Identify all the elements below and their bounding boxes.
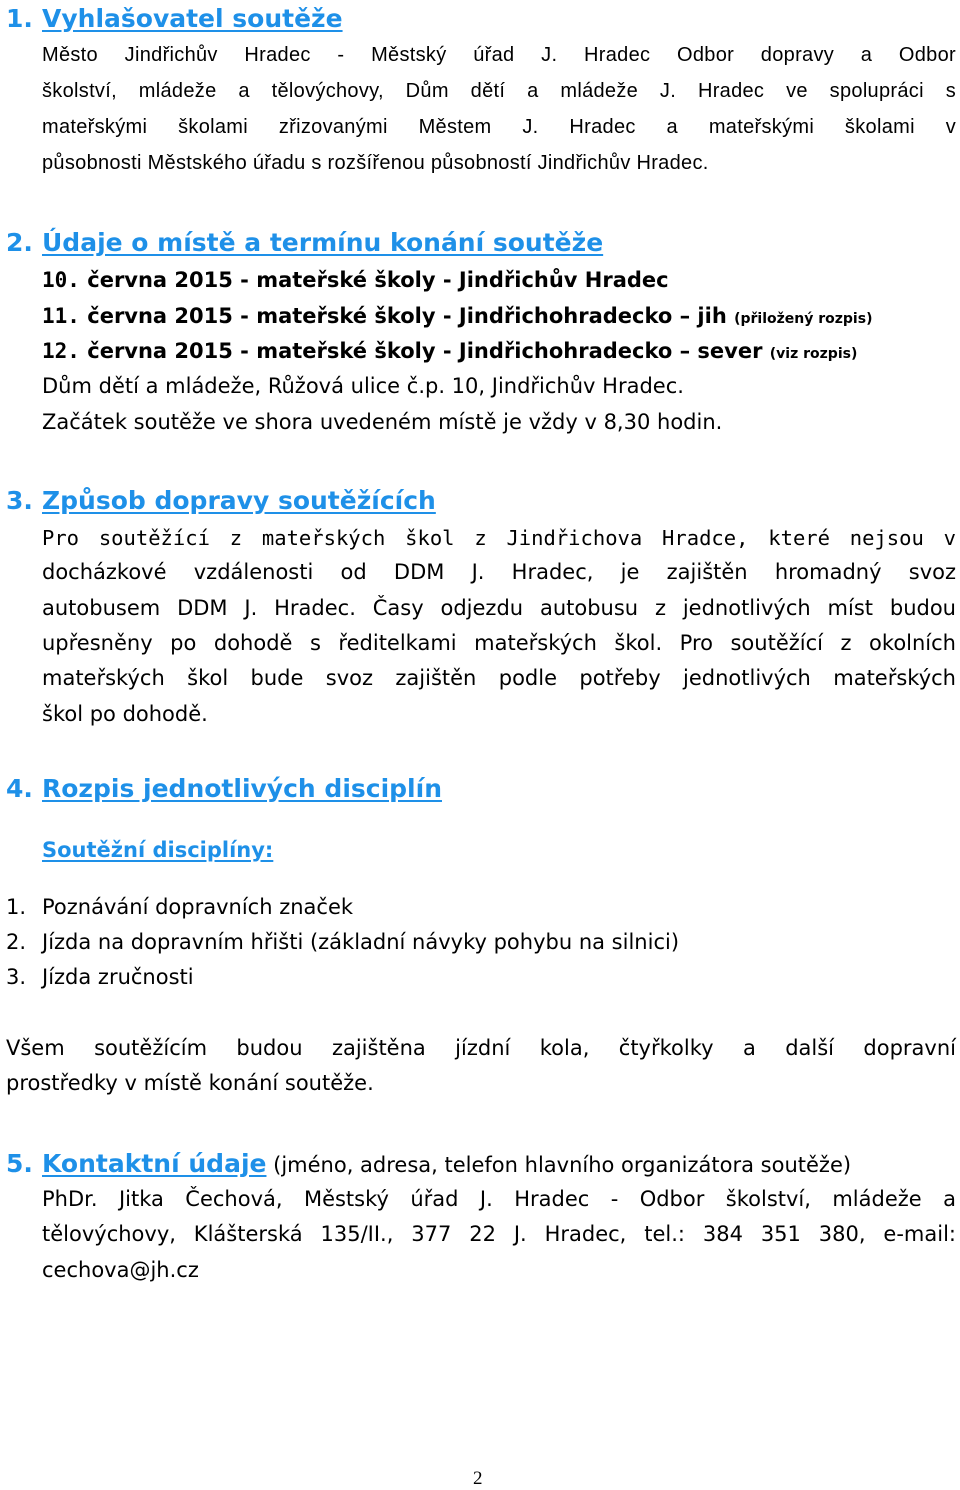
section-3-heading bbox=[6, 486, 436, 515]
section-3-line-2-text: docházkové vzdálenosti od DDM J. Hradec, je zajištěn hromadný svoz bbox=[42, 560, 956, 584]
date-text: června 2015 - mateřské školy - Jindřichohradecko – sever bbox=[79, 339, 770, 363]
venue-text: Dům dětí a mládeže, Růžová ulice č.p. 10, Jindřichův Hradec. bbox=[42, 374, 684, 398]
section-5-number: 5. bbox=[6, 1149, 33, 1178]
section-4-title: Rozpis jednotlivých disciplín bbox=[42, 774, 442, 803]
section-3-line-2 bbox=[42, 560, 956, 584]
equipment-note-line-2: prostředky v místě konání soutěže. bbox=[6, 1071, 374, 1095]
date-line-2 bbox=[42, 304, 872, 328]
equipment-note-line-1: Všem soutěžícím budou zajištěna jízdní kola, čtyřkolky a další dopravní bbox=[6, 1036, 956, 1060]
section-3-line-5: mateřských škol bude svoz zajištěn podle potřeby jednotlivých mateřských bbox=[42, 666, 956, 690]
section-2-heading bbox=[6, 228, 603, 257]
date-day: 10. bbox=[42, 268, 80, 292]
date-text: června 2015 - mateřské školy - Jindřichův Hradec bbox=[79, 268, 669, 292]
list-number: 1. bbox=[6, 895, 27, 919]
start-time-text: Začátek soutěže ve shora uvedeném místě je vždy v 8,30 hodin. bbox=[42, 410, 723, 434]
contact-line-1: PhDr. Jitka Čechová, Městský úřad J. Hradec - Odbor školství, mládeže a bbox=[42, 1187, 956, 1211]
list-text: Jízda zručnosti bbox=[42, 965, 194, 989]
list-text: Jízda na dopravním hřišti (základní návyky pohybu na silnici) bbox=[42, 930, 680, 954]
section-2-number: 2. bbox=[6, 228, 33, 257]
section-3-line-6: škol po dohodě. bbox=[42, 702, 208, 726]
contact-email: cechova@jh.cz bbox=[42, 1258, 199, 1282]
section-3-line-3: autobusem DDM J. Hradec. Časy odjezdu autobusu z jednotlivých míst budou bbox=[42, 596, 956, 620]
date-note: (viz rozpis) bbox=[769, 346, 858, 362]
date-line-3 bbox=[42, 339, 857, 363]
section-1-heading bbox=[6, 4, 343, 33]
section-3-number: 3. bbox=[6, 486, 33, 515]
date-day: 11. bbox=[42, 304, 80, 328]
section-1-number: 1. bbox=[6, 4, 33, 33]
page-number: 2 bbox=[473, 1468, 483, 1489]
section-5-heading bbox=[6, 1149, 851, 1178]
section-1-line-1: Město Jindřichův Hradec - Městský úřad J. Hradec Odbor dopravy a Odbor bbox=[42, 44, 956, 66]
section-3-line-4: upřesněny po dohodě s ředitelkami mateřských škol. Pro soutěžící z okolních bbox=[42, 631, 956, 655]
date-text: června 2015 - mateřské školy - Jindřichohradecko – jih bbox=[79, 304, 735, 328]
section-1-line-4: působnosti Městského úřadu s rozšířenou působností Jindřichův Hradec. bbox=[42, 152, 709, 174]
section-1-title: Vyhlašovatel soutěže bbox=[42, 4, 343, 33]
section-4-number: 4. bbox=[6, 774, 33, 803]
list-number: 2. bbox=[6, 930, 27, 954]
contact-line-2: tělovýchovy, Klášterská 135/II., 377 22 J. Hradec, tel.: 384 351 380, e-mail: bbox=[42, 1222, 956, 1246]
section-1-line-3: mateřskými školami zřizovanými Městem J. Hradec a mateřskými školami v bbox=[42, 116, 956, 138]
section-1-line-2: školství, mládeže a tělovýchovy, Dům dětí a mládeže J. Hradec ve spolupráci s bbox=[42, 80, 956, 102]
discipline-item-2 bbox=[6, 930, 679, 954]
date-line-1 bbox=[42, 268, 669, 292]
discipline-item-1 bbox=[6, 895, 353, 919]
date-note: (přiložený rozpis) bbox=[734, 311, 873, 327]
list-text: Poznávání dopravních značek bbox=[42, 895, 354, 919]
section-3-line-1: Pro soutěžící z mateřských škol z Jindřichova Hradce, které nejsou v bbox=[42, 526, 956, 550]
disciplines-subtitle: Soutěžní disciplíny: bbox=[42, 838, 274, 862]
section-2-title: Údaje o místě a termínu konání soutěže bbox=[42, 228, 604, 257]
discipline-item-3 bbox=[6, 965, 194, 989]
section-3-title: Způsob dopravy soutěžících bbox=[42, 486, 436, 515]
section-5-title: Kontaktní údaje bbox=[42, 1149, 267, 1178]
section-5-title-suffix: (jméno, adresa, telefon hlavního organizátora soutěže) bbox=[266, 1153, 852, 1177]
section-4-heading bbox=[6, 774, 442, 803]
list-number: 3. bbox=[6, 965, 27, 989]
date-day: 12. bbox=[42, 339, 80, 363]
